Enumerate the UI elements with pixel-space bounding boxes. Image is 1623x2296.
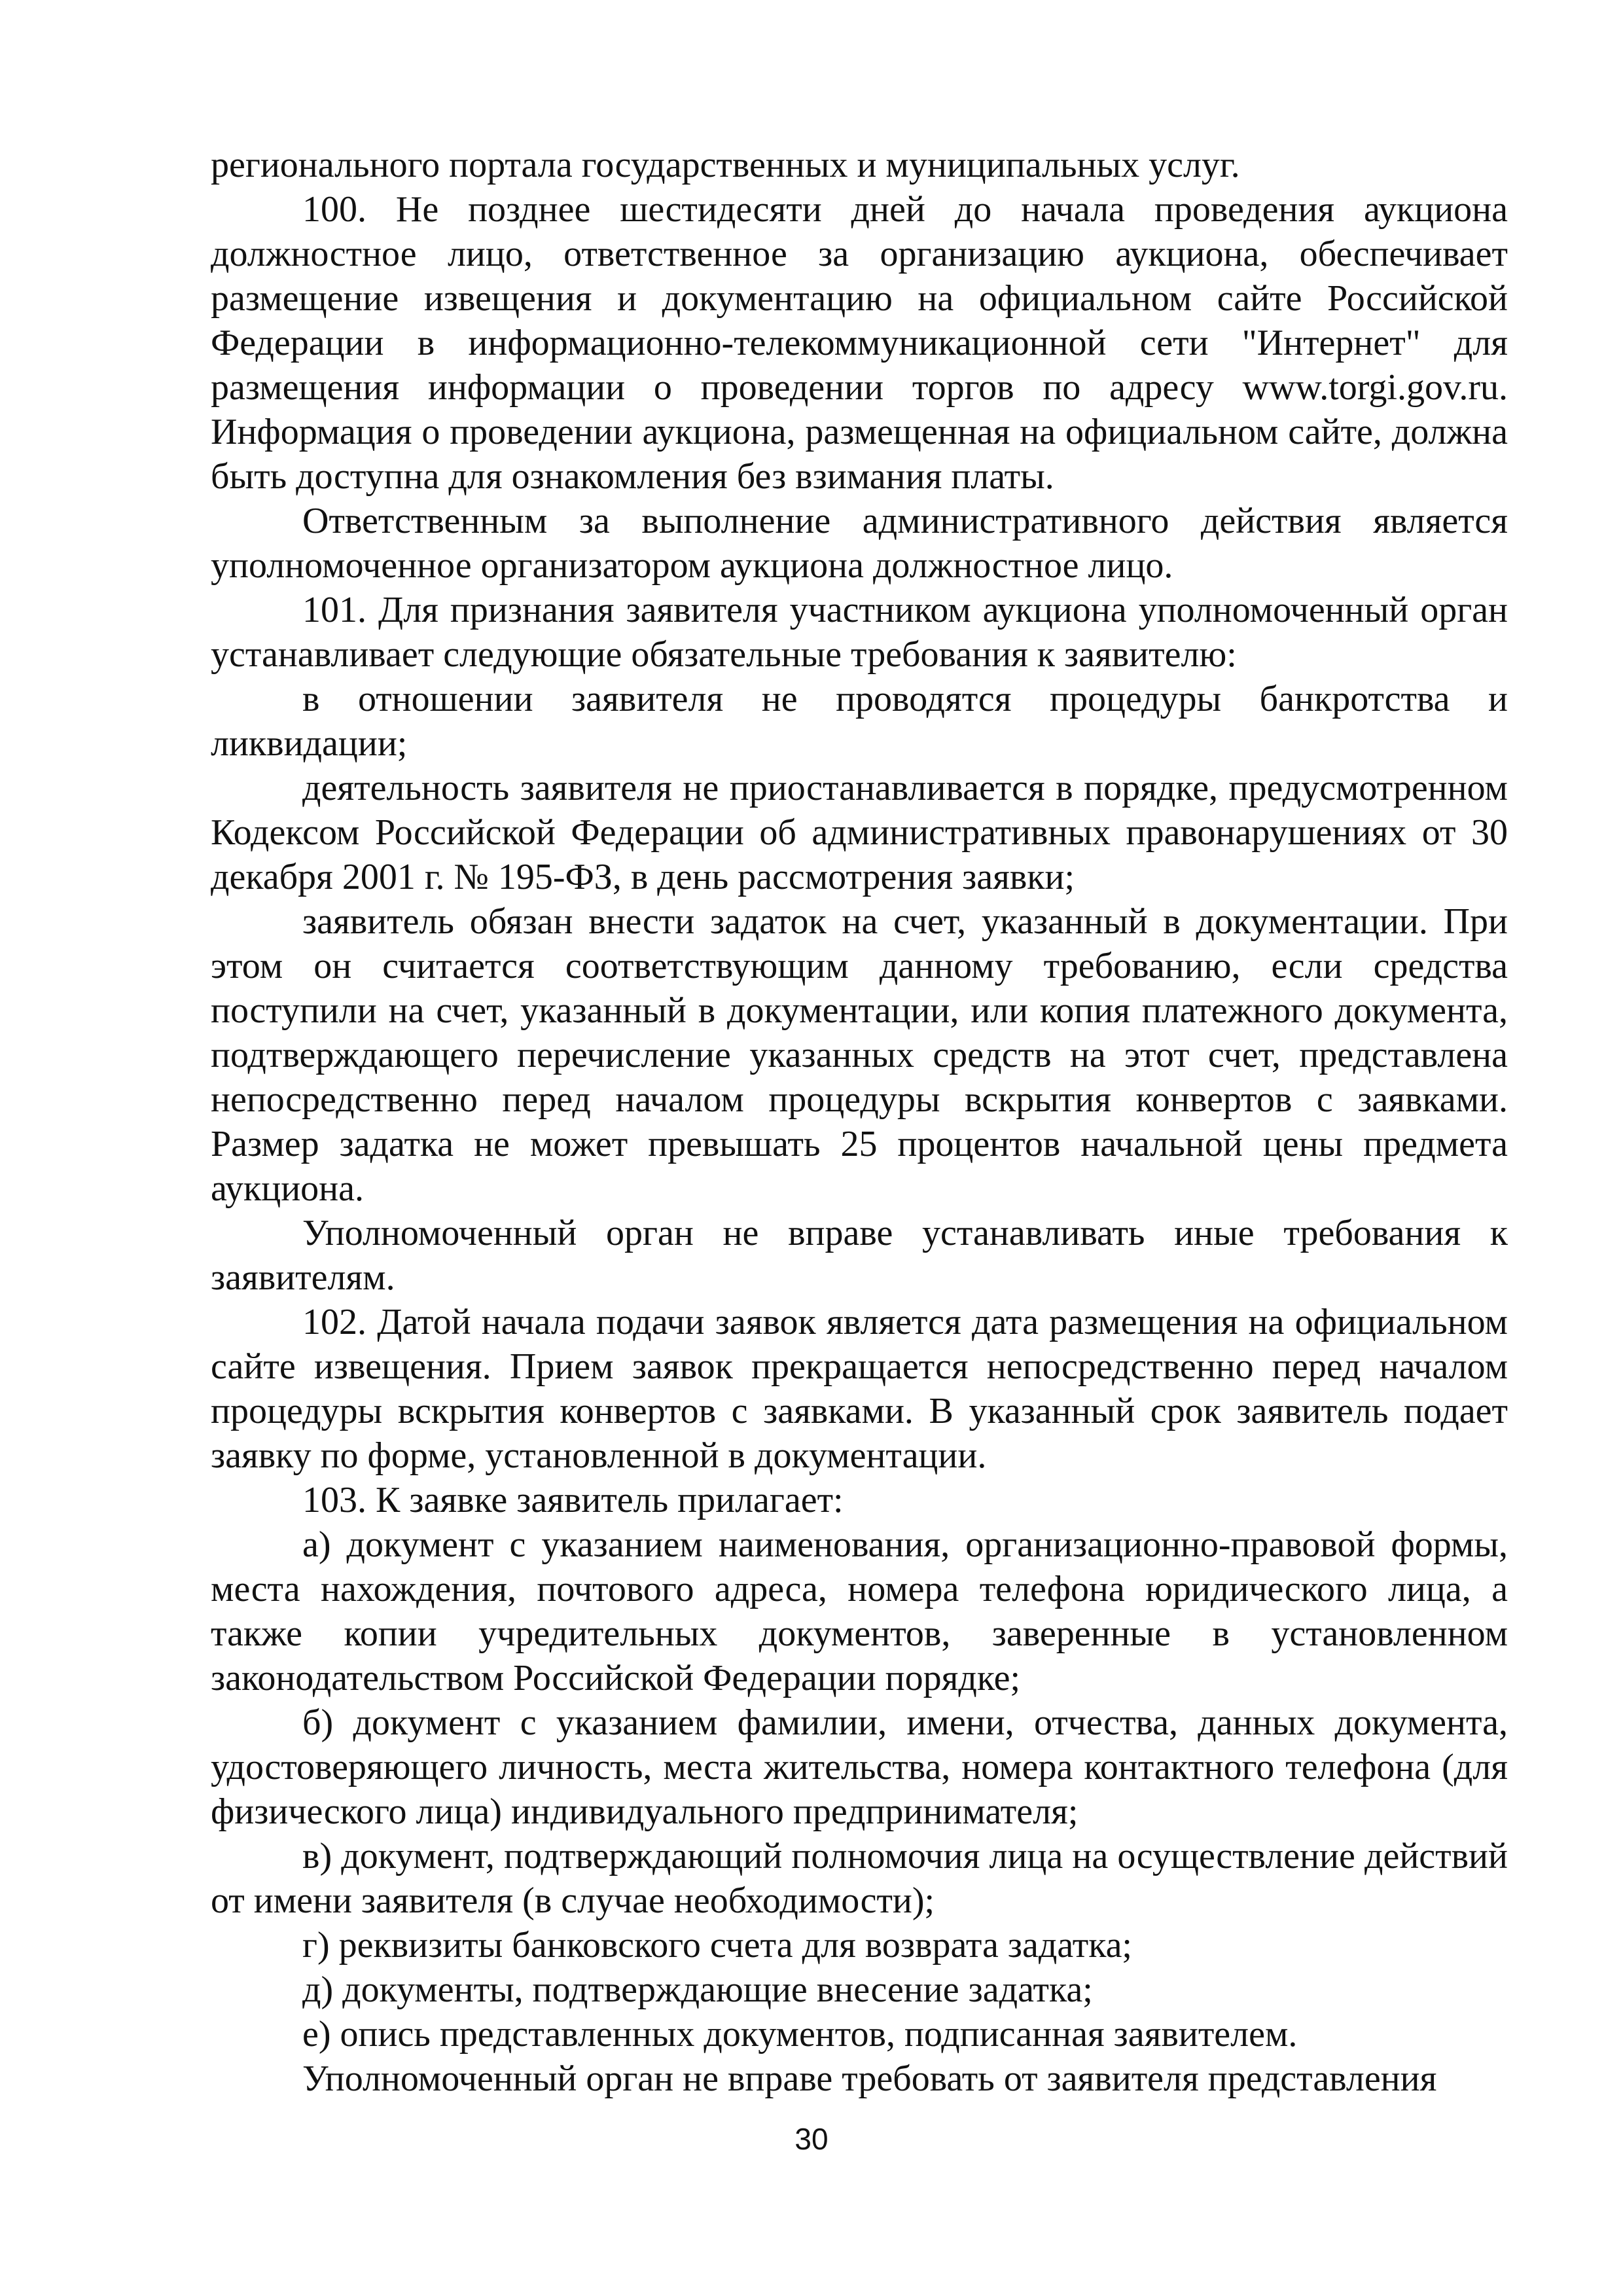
paragraph-100: 100. Не позднее шестидесяти дней до начала проведения аукциона должностное лицо, ответственное за организацию аукциона, обеспечивает размещение извещения и документацию на официальном сайте Российской Федерации в информационно-телекоммуникационной сети "Интернет" для размещения информации о проведении торгов по адресу www.torgi.gov.ru. Информация о проведении аукциона, размещенная на официальном сайте, должна быть доступна для ознакомления без взимания платы. (211, 189, 1508, 497)
document-body (211, 143, 1508, 2101)
list-item-a: а) документ с указанием наименования, организационно-правовой формы, места нахождения, почтового адреса, номера телефона юридического лица, а также копии учредительных документов, заверенные в установленном законодательством Российской Федерации порядке; (211, 1524, 1508, 1698)
paragraph-responsible: Ответственным за выполнение административного действия является уполномоченное организатором аукциона должностное лицо. (211, 501, 1508, 586)
requirement-bankruptcy: в отношении заявителя не проводятся процедуры банкротства и ликвидации; (211, 679, 1508, 764)
paragraph-final: Уполномоченный орган не вправе требовать от заявителя представления (302, 2058, 1437, 2099)
paragraph-102: 102. Датой начала подачи заявок является дата размещения на официальном сайте извещения. Прием заявок прекращается непосредственно перед началом процедуры вскрытия конвертов с заявками. В указанный срок заявитель подает заявку по форме, установленной в документации. (211, 1302, 1508, 1476)
requirement-deposit: заявитель обязан внести задаток на счет, указанный в документации. При этом он считается соответствующим данному требованию, если средства поступили на счет, указанный в документации, или копия платежного документа, подтверждающего перечисление указанных средств на этот счет, представлена непосредственно перед началом процедуры вскрытия конвертов с заявками. Размер задатка не может превышать 25 процентов начальной цены предмета аукциона. (211, 901, 1508, 1209)
list-item-e: е) опись представленных документов, подписанная заявителем. (302, 2014, 1298, 2054)
paragraph-103: 103. К заявке заявитель прилагает: (302, 1480, 844, 1520)
list-item-g: г) реквизиты банковского счета для возврата задатка; (302, 1925, 1132, 1965)
page-number: 30 (794, 2122, 829, 2156)
list-item-v: в) документ, подтверждающий полномочия лица на осуществление действий от имени заявителя (в случае необходимости); (211, 1836, 1508, 1921)
paragraph-continuation: регионального портала государственных и муниципальных услуг. (211, 145, 1240, 185)
paragraph-101: 101. Для признания заявителя участником аукциона уполномоченный орган устанавливает следующие обязательные требования к заявителю: (211, 590, 1508, 675)
list-item-d: д) документы, подтверждающие внесение задатка; (302, 1969, 1093, 2010)
requirement-activity: деятельность заявителя не приостанавливается в порядке, предусмотренном Кодексом Российской Федерации об административных правонарушениях от 30 декабря 2001 г. № 195-ФЗ, в день рассмотрения заявки; (211, 768, 1508, 897)
paragraph-no-other-requirements: Уполномоченный орган не вправе устанавливать иные требования к заявителям. (211, 1213, 1508, 1298)
list-item-b: б) документ с указанием фамилии, имени, отчества, данных документа, удостоверяющего личность, места жительства, номера контактного телефона (для физического лица) индивидуального предпринимателя; (211, 1702, 1508, 1832)
